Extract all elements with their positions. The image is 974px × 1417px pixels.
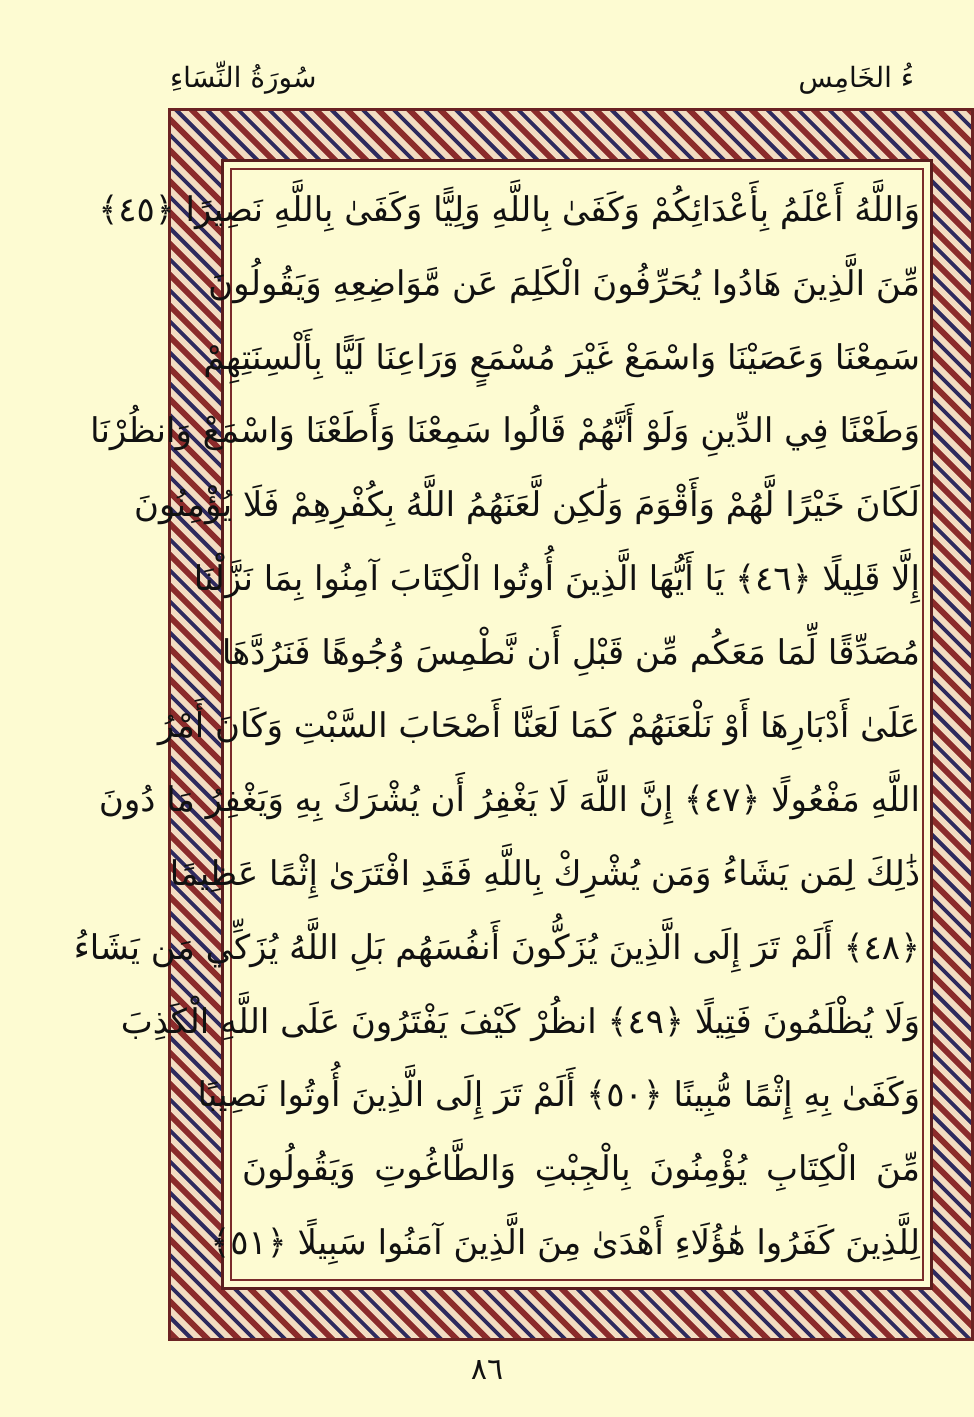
text-frame (73, 159, 933, 1290)
ornamental-border (73, 108, 974, 1341)
text-line: وَلَا يُظْلَمُونَ فَتِيلًا ﴿٤٩﴾ انظُرْ كَيْفَ يَفْتَرُونَ عَلَى اللَّهِ الْكَذِبَ (120, 1001, 920, 1042)
text-line: مُصَدِّقًا لِّمَا مَعَكُم مِّن قَبْلِ أَن نَّطْمِسَ وُجُوهًا فَنَرُدَّهَا (221, 632, 920, 673)
text-line: وَاللَّهُ أَعْلَمُ بِأَعْدَائِكُمْ وَكَفَىٰ بِاللَّهِ وَلِيًّا وَكَفَىٰ بِاللَّهِ نَصِيرًا ﴿٤٥﴾ (98, 190, 920, 230)
text-line: لَكَانَ خَيْرًا لَّهُمْ وَأَقْوَمَ وَلَٰكِن لَّعَنَهُمُ اللَّهُ بِكُفْرِهِمْ فَلَا يُؤْمِنُونَ (134, 485, 920, 526)
text-line: لِلَّذِينَ كَفَرُوا هَٰؤُلَاءِ أَهْدَىٰ مِنَ الَّذِينَ آمَنُوا سَبِيلًا ﴿٥١﴾ (210, 1222, 920, 1263)
text-line: عَلَىٰ أَدْبَارِهَا أَوْ نَلْعَنَهُمْ كَمَا لَعَنَّا أَصْحَابَ السَّبْتِ وَكَانَ أَمْرُ (157, 706, 920, 747)
page-number: ٨٦ (470, 1352, 504, 1387)
text-line: سَمِعْنَا وَعَصَيْنَا وَاسْمَعْ غَيْرَ مُسْمَعٍ وَرَاعِنَا لَيًّا بِأَلْسِنَتِهِمْ (203, 337, 920, 378)
verse-text (73, 176, 920, 1277)
text-line: وَطَعْنًا فِي الدِّينِ وَلَوْ أَنَّهُمْ قَالُوا سَمِعْنَا وَأَطَعْنَا وَاسْمَعْ وَانظُرْنَا (90, 411, 920, 452)
text-line: مِّنَ الَّذِينَ هَادُوا يُحَرِّفُونَ الْكَلِمَ عَن مَّوَاضِعِهِ وَيَقُولُونَ (208, 263, 920, 304)
juz-title: ءُ الخَامِس (798, 61, 914, 94)
surah-title: سُورَةُ النِّسَاءِ (170, 61, 317, 94)
text-line: ﴿٤٨﴾ أَلَمْ تَرَ إِلَى الَّذِينَ يُزَكُّونَ أَنفُسَهُم بَلِ اللَّهُ يُزَكِّي مَن يَشَاءُ (73, 927, 920, 968)
text-line: ذَٰلِكَ لِمَن يَشَاءُ وَمَن يُشْرِكْ بِاللَّهِ فَقَدِ افْتَرَىٰ إِثْمًا عَظِيمًا (169, 854, 920, 895)
text-line: إِلَّا قَلِيلًا ﴿٤٦﴾ يَا أَيُّهَا الَّذِينَ أُوتُوا الْكِتَابَ آمِنُوا بِمَا نَزَّلْنَا (193, 558, 920, 599)
text-line: اللَّهِ مَفْعُولًا ﴿٤٧﴾ إِنَّ اللَّهَ لَا يَغْفِرُ أَن يُشْرَكَ بِهِ وَيَغْفِرُ مَا دُونَ (98, 780, 920, 821)
page-header (170, 58, 974, 98)
text-line: مِّنَ الْكِتَابِ يُؤْمِنُونَ بِالْجِبْتِ وَالطَّاغُوتِ وَيَقُولُونَ (242, 1149, 920, 1190)
text-line: وَكَفَىٰ بِهِ إِثْمًا مُّبِينًا ﴿٥٠﴾ أَلَمْ تَرَ إِلَى الَّذِينَ أُوتُوا نَصِيبًا (197, 1075, 920, 1116)
